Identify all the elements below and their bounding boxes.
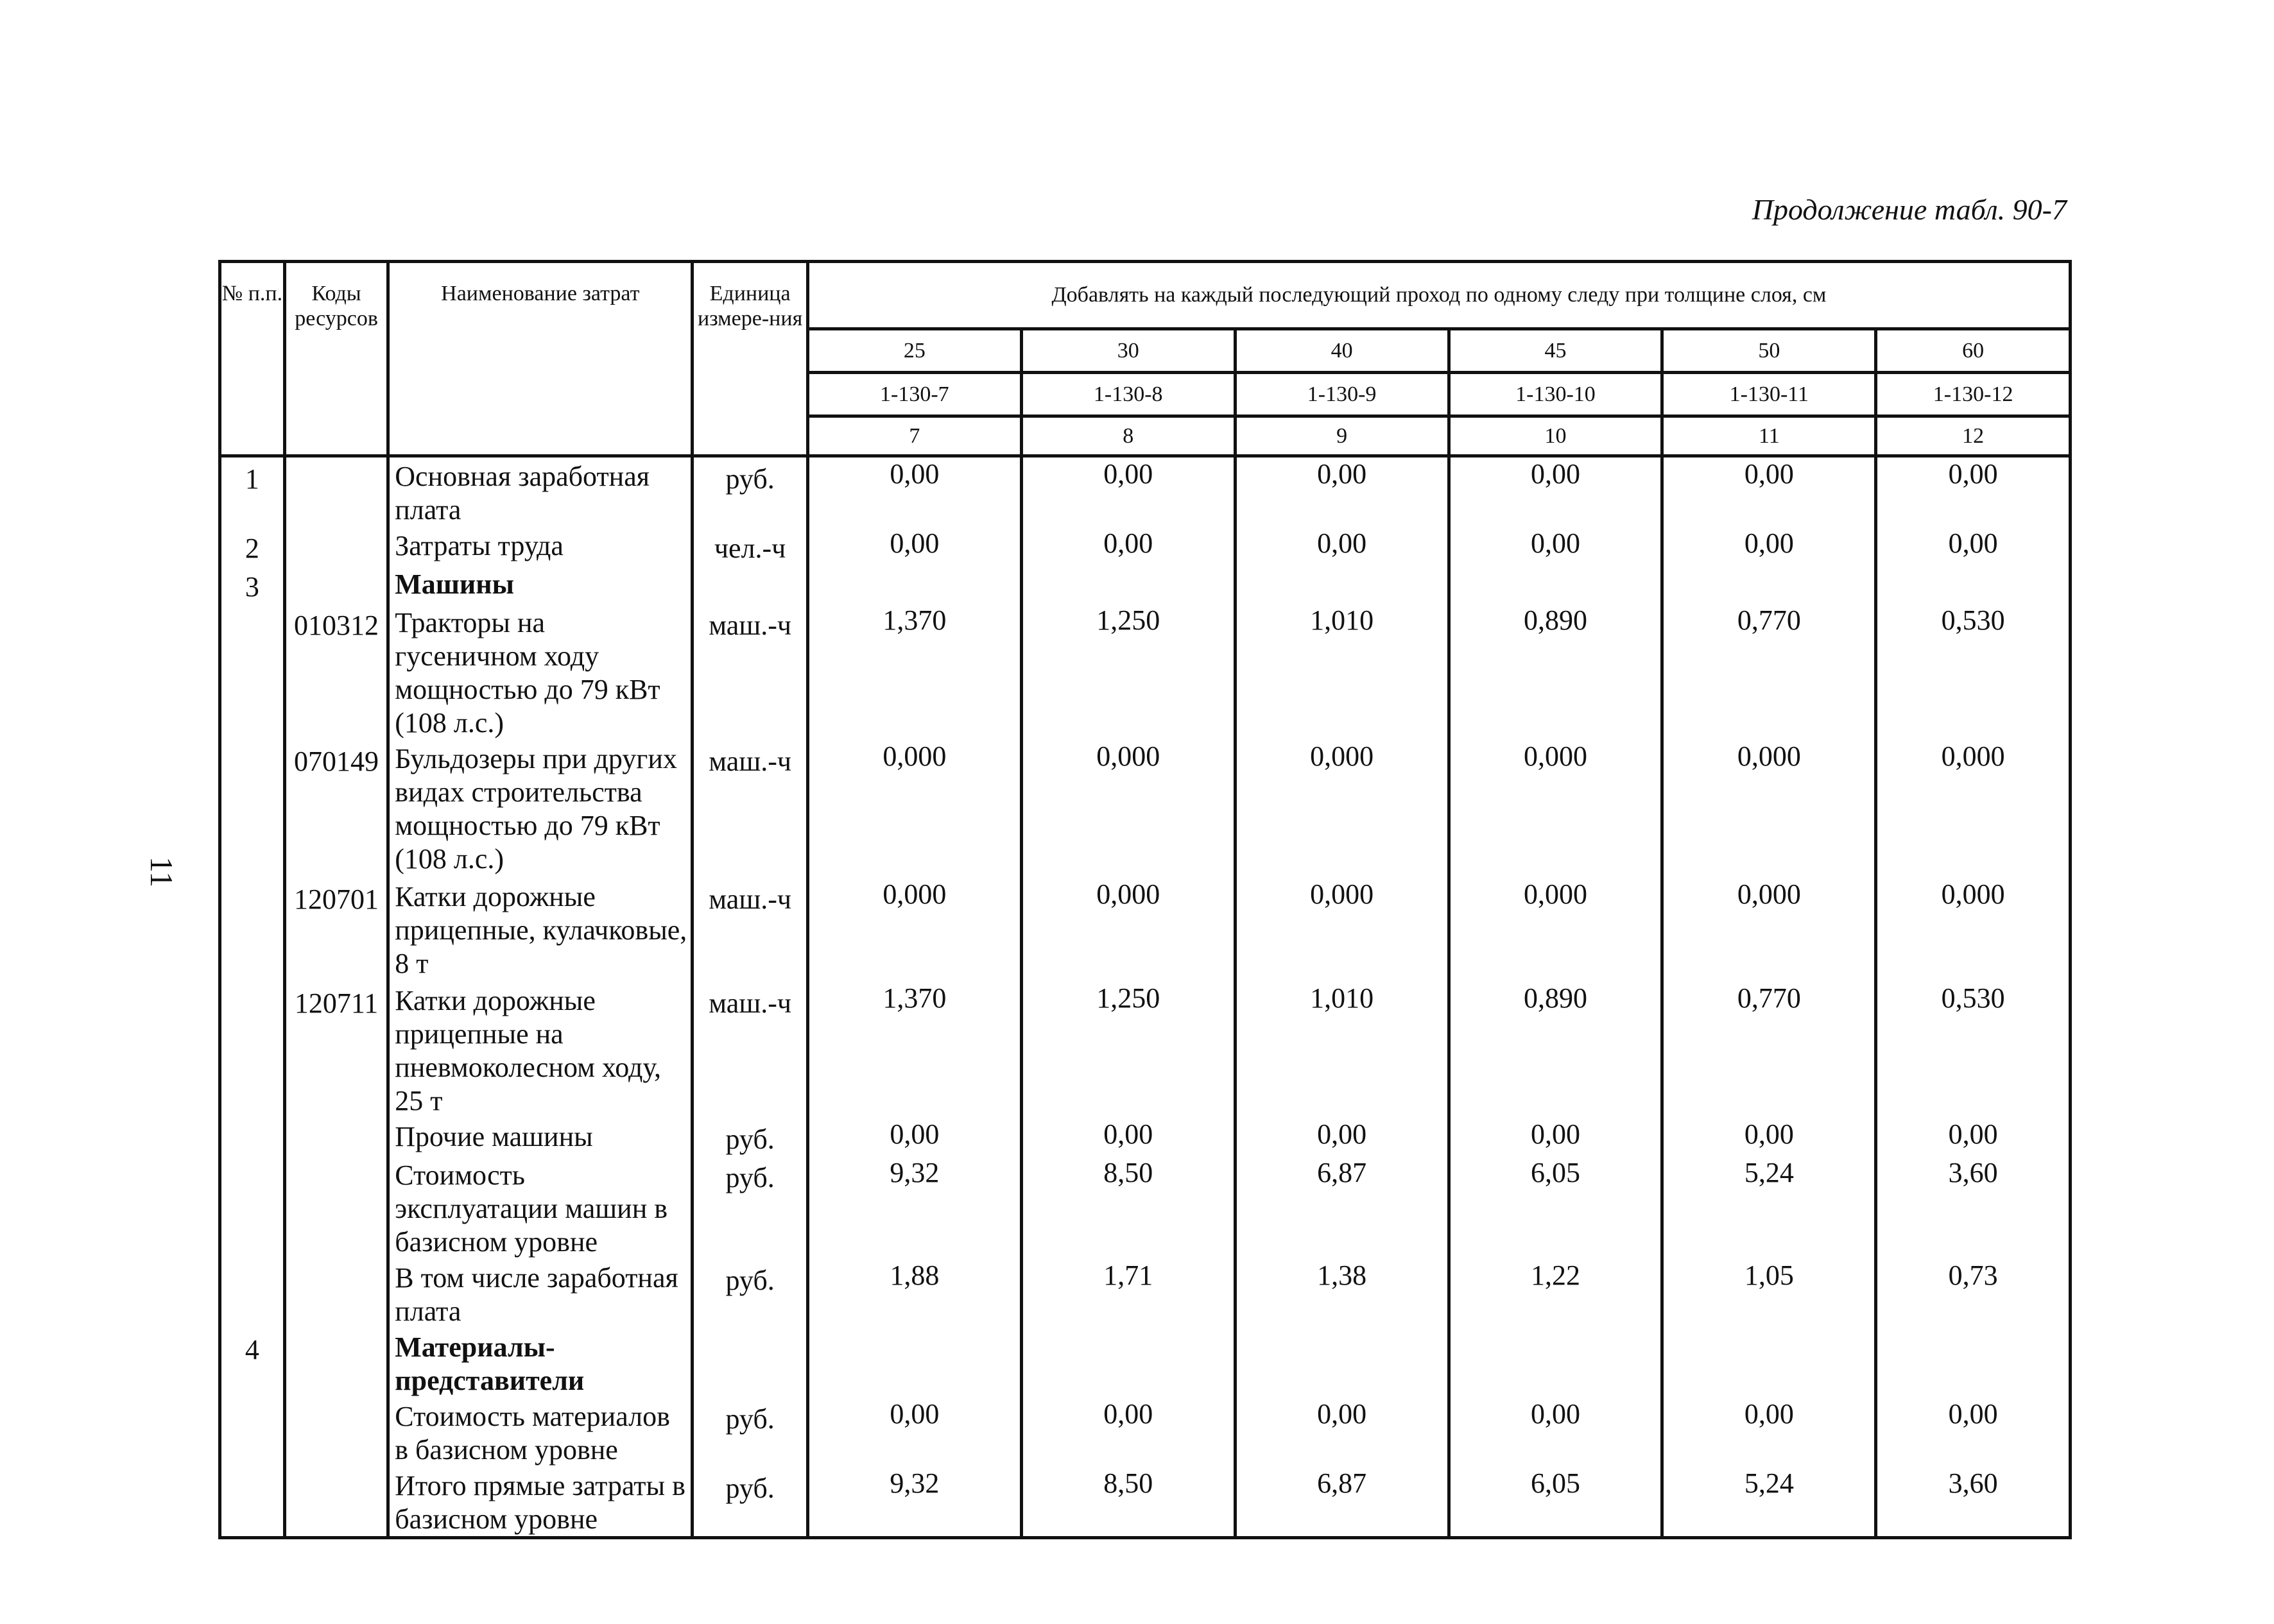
- value-cell: 0,000: [1449, 740, 1662, 878]
- thickness-cell: 45: [1449, 329, 1662, 373]
- norm-code-cell: 1-130-8: [1021, 373, 1235, 416]
- value-cell: 5,24: [1662, 1467, 1876, 1538]
- section-heading: Материалы-представители: [388, 1328, 693, 1397]
- header-code: Коды ресурсов: [284, 262, 388, 456]
- unit: руб.: [693, 1467, 808, 1538]
- column-number-cell: 8: [1021, 416, 1235, 456]
- value-cell: 0,00: [807, 456, 1021, 527]
- value-cell: 0,000: [807, 740, 1021, 878]
- resource-code: [284, 1118, 388, 1156]
- value-cell: 0,00: [1449, 1118, 1662, 1156]
- table-row: [220, 1397, 2071, 1467]
- value-cell: 0,00: [1662, 456, 1876, 527]
- value-cell: 0,770: [1662, 982, 1876, 1118]
- row-number: [220, 1156, 285, 1259]
- resource-code: [284, 527, 388, 565]
- cost-name: Итого прямые затраты в базисном уровне: [388, 1467, 693, 1538]
- norm-code-cell: 1-130-11: [1662, 373, 1876, 416]
- thickness-cell: 30: [1021, 329, 1235, 373]
- unit: руб.: [693, 1259, 808, 1328]
- value-cell: 0,00: [1662, 1118, 1876, 1156]
- column-number-cell: 11: [1662, 416, 1876, 456]
- row-number: [220, 878, 285, 982]
- table-row: [220, 878, 2071, 982]
- header-no: № п.п.: [220, 262, 285, 456]
- resource-code: [284, 1328, 388, 1397]
- value-cell: 9,32: [807, 1156, 1021, 1259]
- header-unit: Единица измере-ния: [693, 262, 808, 456]
- value-cell: 0,000: [1235, 878, 1449, 982]
- thickness-cell: 25: [807, 329, 1021, 373]
- value-cell: 6,87: [1235, 1467, 1449, 1538]
- table-row: [220, 1118, 2071, 1156]
- row-number: 2: [220, 527, 285, 565]
- row-number: [220, 982, 285, 1118]
- value-cell: 3,60: [1876, 1156, 2071, 1259]
- row-number: [220, 1467, 285, 1538]
- value-cell: [1662, 1328, 1876, 1397]
- resource-code: [284, 1156, 388, 1259]
- value-cell: 5,24: [1662, 1156, 1876, 1259]
- norm-code-cell: 1-130-12: [1876, 373, 2071, 416]
- table-row: [220, 1259, 2071, 1328]
- value-cell: 0,00: [1235, 1397, 1449, 1467]
- cost-name: Затраты труда: [388, 527, 693, 565]
- unit: маш.-ч: [693, 982, 808, 1118]
- cost-name: Катки дорожные прицепные, кулачковые, 8 т: [388, 878, 693, 982]
- value-cell: 1,250: [1021, 982, 1235, 1118]
- thickness-cell: 50: [1662, 329, 1876, 373]
- value-cell: 0,000: [1235, 740, 1449, 878]
- row-number: 3: [220, 565, 285, 604]
- resource-code: 120701: [284, 878, 388, 982]
- unit: руб.: [693, 1118, 808, 1156]
- value-cell: 6,05: [1449, 1156, 1662, 1259]
- unit: [693, 565, 808, 604]
- unit: руб.: [693, 1397, 808, 1467]
- value-cell: 0,00: [1876, 1397, 2071, 1467]
- column-number-cell: 10: [1449, 416, 1662, 456]
- header-group-title: Добавлять на каждый последующий проход по одному следу при толщине слоя, см: [807, 262, 2070, 329]
- row-number: [220, 740, 285, 878]
- value-cell: [1235, 1328, 1449, 1397]
- value-cell: 0,00: [1876, 456, 2071, 527]
- cost-name: Катки дорожные прицепные на пневмоколесном ходу, 25 т: [388, 982, 693, 1118]
- header-name: Наименование затрат: [388, 262, 693, 456]
- row-number: [220, 1259, 285, 1328]
- value-cell: 0,000: [1021, 878, 1235, 982]
- value-cell: 0,00: [1449, 527, 1662, 565]
- table-row: [220, 1156, 2071, 1259]
- unit: руб.: [693, 456, 808, 527]
- cost-name: Основная заработная плата: [388, 456, 693, 527]
- resource-table: [218, 260, 2072, 1539]
- value-cell: 0,00: [1235, 1118, 1449, 1156]
- value-cell: [1449, 1328, 1662, 1397]
- unit: чел.-ч: [693, 527, 808, 565]
- value-cell: 1,22: [1449, 1259, 1662, 1328]
- cost-name: Стоимость материалов в базисном уровне: [388, 1397, 693, 1467]
- table-row: [220, 1467, 2071, 1538]
- value-cell: 1,38: [1235, 1259, 1449, 1328]
- value-cell: 1,71: [1021, 1259, 1235, 1328]
- page-number: 11: [144, 856, 180, 888]
- resource-code: [284, 456, 388, 527]
- value-cell: 0,00: [1449, 1397, 1662, 1467]
- value-cell: 0,770: [1662, 604, 1876, 740]
- resource-code: 070149: [284, 740, 388, 878]
- cost-name: Тракторы на гусеничном ходу мощностью до 79 кВт (108 л.с.): [388, 604, 693, 740]
- value-cell: 0,00: [1235, 456, 1449, 527]
- table-row: [220, 740, 2071, 878]
- value-cell: 0,00: [1235, 527, 1449, 565]
- value-cell: 6,87: [1235, 1156, 1449, 1259]
- value-cell: 0,890: [1449, 604, 1662, 740]
- value-cell: 0,00: [1021, 1118, 1235, 1156]
- norm-code-cell: 1-130-10: [1449, 373, 1662, 416]
- value-cell: 0,73: [1876, 1259, 2071, 1328]
- value-cell: 0,530: [1876, 604, 2071, 740]
- value-cell: 0,000: [1021, 740, 1235, 878]
- value-cell: 6,05: [1449, 1467, 1662, 1538]
- value-cell: 0,890: [1449, 982, 1662, 1118]
- cost-name: Бульдозеры при других видах строительства мощностью до 79 кВт (108 л.с.): [388, 740, 693, 878]
- value-cell: 0,00: [1449, 456, 1662, 527]
- row-number: 1: [220, 456, 285, 527]
- column-number-cell: 9: [1235, 416, 1449, 456]
- value-cell: [1021, 565, 1235, 604]
- value-cell: 1,88: [807, 1259, 1021, 1328]
- cost-name: Прочие машины: [388, 1118, 693, 1156]
- value-cell: 0,00: [1662, 527, 1876, 565]
- value-cell: [1876, 1328, 2071, 1397]
- value-cell: 0,00: [807, 1397, 1021, 1467]
- value-cell: [1449, 565, 1662, 604]
- table-row: [220, 982, 2071, 1118]
- table-row: [220, 604, 2071, 740]
- value-cell: 0,00: [1021, 456, 1235, 527]
- value-cell: [1235, 565, 1449, 604]
- value-cell: 1,250: [1021, 604, 1235, 740]
- table-row: [220, 565, 2071, 604]
- value-cell: 0,000: [1449, 878, 1662, 982]
- value-cell: 0,000: [1876, 740, 2071, 878]
- resource-code: [284, 1467, 388, 1538]
- table-row: [220, 1328, 2071, 1397]
- value-cell: 0,00: [1021, 1397, 1235, 1467]
- table-row: [220, 456, 2071, 527]
- thickness-cell: 40: [1235, 329, 1449, 373]
- unit: маш.-ч: [693, 604, 808, 740]
- value-cell: [1021, 1328, 1235, 1397]
- resource-code: [284, 1259, 388, 1328]
- row-number: [220, 1118, 285, 1156]
- value-cell: 9,32: [807, 1467, 1021, 1538]
- value-cell: 0,00: [807, 527, 1021, 565]
- value-cell: 0,00: [1021, 527, 1235, 565]
- resource-code: [284, 565, 388, 604]
- value-cell: 1,05: [1662, 1259, 1876, 1328]
- cost-name: Стоимость эксплуатации машин в базисном уровне: [388, 1156, 693, 1259]
- value-cell: [1876, 565, 2071, 604]
- table-caption: Продолжение табл. 90-7: [1752, 193, 2067, 226]
- resource-code: 010312: [284, 604, 388, 740]
- value-cell: 0,00: [1876, 527, 2071, 565]
- value-cell: [1662, 565, 1876, 604]
- unit: [693, 1328, 808, 1397]
- value-cell: 0,000: [807, 878, 1021, 982]
- value-cell: 0,000: [1876, 878, 2071, 982]
- value-cell: 1,370: [807, 604, 1021, 740]
- value-cell: [807, 1328, 1021, 1397]
- value-cell: 0,000: [1662, 740, 1876, 878]
- row-number: [220, 1397, 285, 1467]
- table-row: [220, 527, 2071, 565]
- value-cell: 1,370: [807, 982, 1021, 1118]
- resource-code: 120711: [284, 982, 388, 1118]
- value-cell: 8,50: [1021, 1467, 1235, 1538]
- unit: маш.-ч: [693, 740, 808, 878]
- thickness-cell: 60: [1876, 329, 2071, 373]
- value-cell: 0,00: [1876, 1118, 2071, 1156]
- value-cell: 0,530: [1876, 982, 2071, 1118]
- value-cell: 0,000: [1662, 878, 1876, 982]
- column-number-cell: 12: [1876, 416, 2071, 456]
- row-number: [220, 604, 285, 740]
- section-heading: Машины: [388, 565, 693, 604]
- column-number-cell: 7: [807, 416, 1021, 456]
- unit: маш.-ч: [693, 878, 808, 982]
- value-cell: 1,010: [1235, 604, 1449, 740]
- value-cell: 1,010: [1235, 982, 1449, 1118]
- unit: руб.: [693, 1156, 808, 1259]
- value-cell: [807, 565, 1021, 604]
- value-cell: 8,50: [1021, 1156, 1235, 1259]
- resource-code: [284, 1397, 388, 1467]
- norm-code-cell: 1-130-9: [1235, 373, 1449, 416]
- norm-code-cell: 1-130-7: [807, 373, 1021, 416]
- cost-name: В том числе заработная плата: [388, 1259, 693, 1328]
- value-cell: 0,00: [807, 1118, 1021, 1156]
- value-cell: 3,60: [1876, 1467, 2071, 1538]
- value-cell: 0,00: [1662, 1397, 1876, 1467]
- row-number: 4: [220, 1328, 285, 1397]
